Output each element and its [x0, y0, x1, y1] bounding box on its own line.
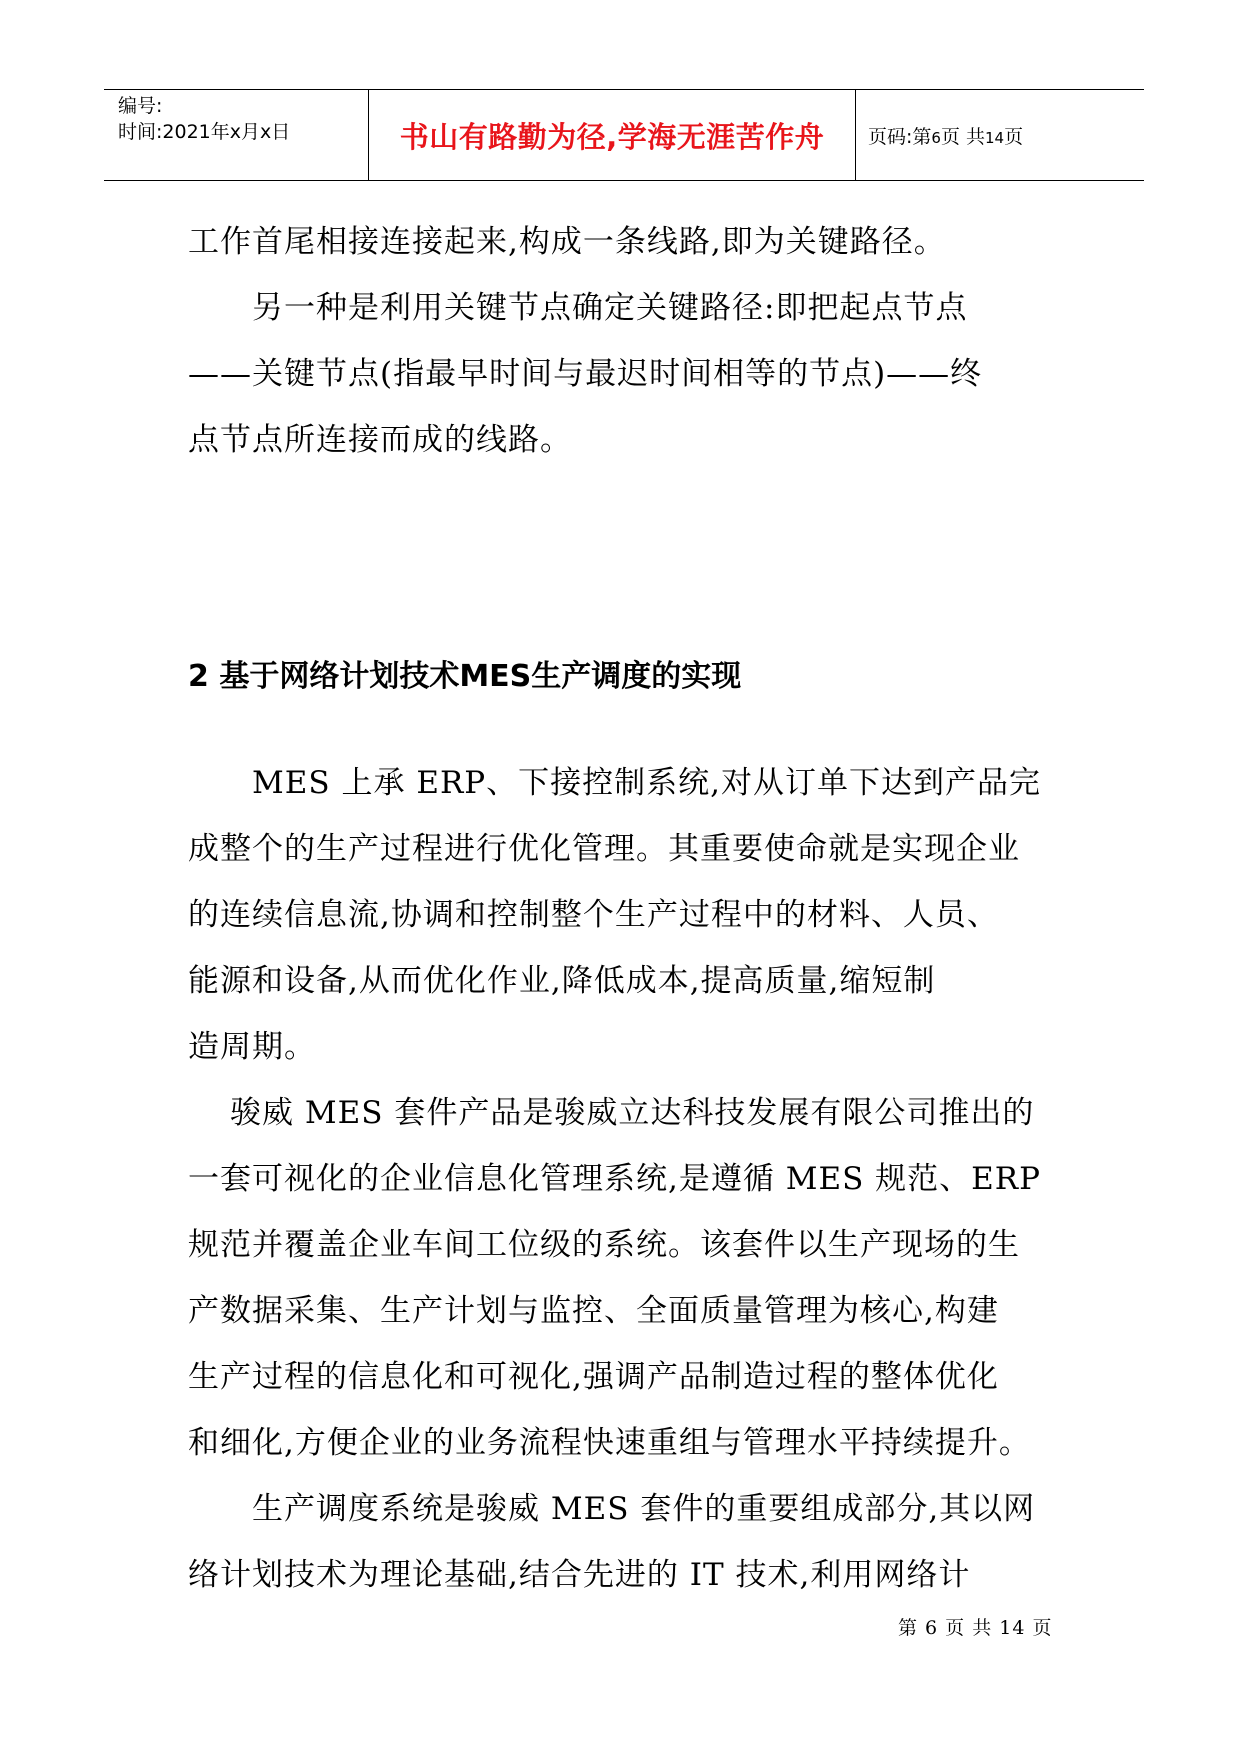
text-line: 工作首尾相接连接起来,构成一条线路,即为关键路径。 — [188, 224, 946, 260]
page-label: 页码:第 — [868, 125, 932, 148]
text-line: 点节点所连接而成的线路。 — [188, 422, 572, 458]
text-line: 能源和设备,从而优化作业,降低成本,提高质量,缩短制 — [188, 963, 936, 999]
text-line: MES 上承 ERP、下接控制系统,对从订单下达到产品完 — [252, 765, 1041, 801]
text-line: 络计划技术为理论基础,结合先进的 IT 技术,利用网络计 — [188, 1557, 971, 1593]
text-line: 生产调度系统是骏威 MES 套件的重要组成部分,其以网 — [252, 1491, 1036, 1527]
text-line: 另一种是利用关键节点确定关键路径:即把起点节点 — [252, 290, 968, 326]
page-footer: 第 6 页 共 14 页 — [898, 1617, 1053, 1639]
text-line: 造周期。 — [188, 1029, 316, 1065]
text-line: 生产过程的信息化和可视化,强调产品制造过程的整体优化 — [188, 1359, 999, 1395]
page-info — [868, 122, 1023, 149]
text-line: 和细化,方便企业的业务流程快速重组与管理水平持续提升。 — [188, 1425, 1031, 1461]
time-label: 时间:2021年x月x日 — [118, 121, 291, 143]
page-end: 页 — [1004, 125, 1024, 148]
page-mid: 页 共 — [940, 125, 985, 148]
header-page-cell — [856, 90, 1144, 180]
text-line: 一套可视化的企业信息化管理系统,是遵循 MES 规范、ERP — [188, 1161, 1041, 1197]
text-line: 成整个的生产过程进行优化管理。其重要使命就是实现企业 — [188, 831, 1020, 867]
page-total: 14 — [985, 128, 1005, 147]
text-line: 的连续信息流,协调和控制整个生产过程中的材料、人员、 — [188, 897, 999, 933]
page-header — [104, 89, 1144, 181]
text-line: ——关键节点(指最早时间与最迟时间相等的节点)——终 — [188, 356, 983, 392]
motto-text: 书山有路勤为径,学海无涯苦作舟 — [399, 119, 825, 154]
text-line: 骏威 MES 套件产品是骏威立达科技发展有限公司推出的 — [230, 1095, 1035, 1131]
header-motto-cell — [368, 90, 856, 180]
text-line: 产数据采集、生产计划与监控、全面质量管理为核心,构建 — [188, 1293, 999, 1329]
page-number: 6 — [931, 128, 941, 147]
section-heading: 2 基于网络计划技术MES生产调度的实现 — [188, 659, 742, 694]
serial-label: 编号: — [118, 95, 163, 117]
text-line: 规范并覆盖企业车间工位级的系统。该套件以生产现场的生 — [188, 1227, 1020, 1263]
header-left-cell — [104, 90, 368, 180]
